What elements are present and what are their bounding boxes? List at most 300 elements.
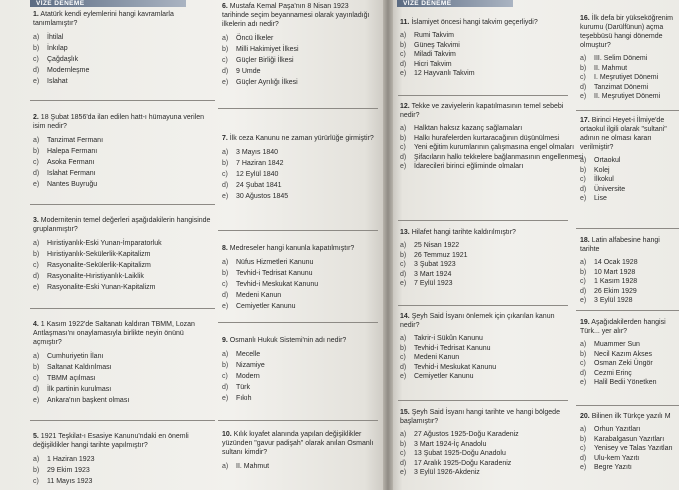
- question-number: 8.: [222, 245, 228, 252]
- option-text: Cumhuriyetin İlanı: [47, 353, 104, 360]
- option-text: 1 Kasım 1928: [594, 278, 638, 285]
- question-12: [400, 102, 584, 172]
- option-letter: b): [222, 46, 229, 53]
- option-text: İlkokul: [594, 176, 614, 183]
- option-text: Cemiyetler Kanunu: [414, 373, 474, 380]
- question-text: Hilafet hangi tarihte kaldırılmıştır?: [411, 229, 516, 236]
- answer-option: [400, 124, 568, 134]
- question-13: [400, 228, 568, 289]
- question-stem: [580, 318, 679, 336]
- rule-divider: [576, 405, 679, 406]
- option-text: Çağdaşlık: [47, 56, 79, 63]
- option-text: I. Meşrutiyet Dönemi: [594, 74, 659, 81]
- option-text: 26 Ekim 1929: [594, 287, 637, 295]
- option-letter: d): [580, 454, 587, 462]
- question-stem: [222, 244, 377, 253]
- rule-divider: [576, 228, 679, 229]
- question-number: 7.: [222, 135, 228, 142]
- answer-options: [400, 334, 568, 382]
- option-text: İhtilal: [47, 34, 64, 41]
- option-text: Hıristiyanlık-Eski Yunan-İmparatorluk: [47, 240, 162, 247]
- question-text: Latin alfabesine hangi tarihte: [580, 237, 660, 253]
- option-text: Halktan haksız kazanç sağlamaları: [414, 125, 523, 132]
- option-letter: a): [222, 259, 229, 266]
- option-text: Halkı hurafelerden kurtaracağının düşünülmesi: [414, 134, 560, 142]
- option-letter: e): [222, 395, 229, 402]
- option-text: Osman Zeki Üngör: [594, 360, 653, 367]
- answer-option: [222, 301, 377, 312]
- option-text: Tevhid-i Tedrisat Kanunu: [414, 344, 491, 352]
- option-text: İdarecileri birinci eğliminde olmaları: [414, 163, 524, 170]
- option-letter: d): [400, 60, 407, 68]
- answer-option: [400, 143, 575, 153]
- question-stem: [580, 412, 679, 421]
- option-letter: e): [222, 193, 229, 200]
- option-letter: e): [400, 280, 407, 287]
- answer-option: [580, 175, 679, 185]
- question-number: 6.: [222, 3, 228, 10]
- option-text: Cezmi Erinç: [594, 369, 632, 377]
- answer-option: [33, 395, 213, 406]
- question-text: İlk ceza Kanunu ne zaman yürürlüğe girmiştir?: [229, 135, 374, 142]
- question-number: 9.: [222, 337, 228, 344]
- answer-option: [400, 270, 568, 280]
- question-text: Birinci Heyet-i İlmiye'de ortaokul ilgili olarak "sultani" adının ne olması kararı verilmiştir?: [580, 117, 667, 151]
- option-letter: e): [580, 464, 587, 471]
- question-number: 10.: [222, 431, 232, 438]
- answer-option: [400, 468, 568, 478]
- answer-option: [580, 166, 679, 176]
- option-letter: e): [580, 93, 587, 100]
- option-text: 24 Şubat 1841: [236, 182, 282, 189]
- answer-option: [222, 180, 377, 191]
- question-number: 4.: [33, 321, 39, 328]
- option-text: Tanzimat Dönemi: [594, 83, 649, 91]
- question-16: [580, 14, 679, 102]
- option-text: Tevhid-i Meskukat Kanunu: [414, 363, 497, 371]
- question-stem: [400, 312, 568, 330]
- answer-option: [400, 251, 568, 261]
- option-letter: a): [400, 242, 407, 249]
- option-letter: c): [222, 171, 228, 178]
- option-text: İnkılap: [47, 45, 68, 52]
- question-stem: [33, 10, 213, 28]
- option-text: Şifacıların halkı tekkelere bağlanmasının engellenmesi: [414, 153, 584, 161]
- answer-options: [222, 349, 377, 404]
- option-letter: b): [580, 268, 587, 276]
- answer-option: [33, 476, 213, 487]
- option-letter: c): [222, 281, 228, 288]
- option-letter: a): [400, 431, 407, 438]
- answer-option: [580, 350, 679, 360]
- question-9: [222, 336, 377, 404]
- option-letter: a): [580, 259, 587, 266]
- question-stem: [222, 336, 377, 345]
- question-20: [580, 412, 679, 473]
- option-text: Hıristiyanlık-Sekülerlik-Kapitalizm: [47, 251, 151, 258]
- answer-option: [222, 268, 377, 279]
- answer-option: [400, 372, 568, 382]
- answer-option: [400, 459, 568, 469]
- option-text: 27 Ağustos 1925-Doğu Karadeniz: [414, 431, 519, 438]
- answer-option: [33, 43, 213, 54]
- option-letter: e): [400, 469, 407, 476]
- answer-option: [580, 425, 679, 435]
- option-text: 11 Mayıs 1923: [47, 478, 93, 485]
- option-letter: b): [222, 270, 229, 277]
- option-text: 3 Mayıs 1840: [236, 149, 279, 156]
- rule-divider: [30, 420, 215, 421]
- question-text: Şeyh Said İsyanı hangi tarihte ve hangi bölgede başlamıştır?: [400, 409, 560, 425]
- question-stem: [33, 113, 213, 131]
- option-letter: b): [400, 344, 407, 352]
- option-text: Karabalgasun Yazıtları: [594, 435, 665, 443]
- option-text: Güçler Birliği İlkesi: [236, 57, 294, 64]
- option-text: Nüfus Hizmetleri Kanunu: [236, 259, 314, 266]
- option-letter: b): [33, 45, 40, 52]
- rule-divider: [30, 204, 215, 205]
- option-text: Begre Yazıtı: [594, 464, 632, 471]
- option-text: Orhun Yazıtları: [594, 426, 641, 433]
- option-letter: a): [222, 351, 229, 358]
- option-letter: d): [580, 369, 587, 377]
- option-letter: c): [400, 51, 406, 58]
- option-letter: a): [400, 335, 407, 342]
- option-text: Rasyonalite-Eski Yunan-Kapitalizm: [47, 284, 156, 291]
- answer-option: [580, 435, 679, 445]
- answer-option: [580, 454, 679, 464]
- answer-option: [222, 371, 377, 382]
- option-letter: b): [33, 251, 40, 258]
- section-header-left: VİZE DENEME: [30, 0, 186, 7]
- option-text: Muammer Sun: [594, 341, 640, 348]
- answer-option: [33, 32, 213, 43]
- question-15: [400, 408, 568, 478]
- option-text: 7 Haziran 1842: [236, 160, 284, 167]
- option-text: Güneş Takvimi: [414, 41, 460, 49]
- answer-option: [400, 41, 568, 51]
- answer-option: [33, 157, 213, 168]
- answer-option: [580, 258, 679, 268]
- answer-option: [33, 76, 213, 87]
- option-letter: b): [400, 251, 407, 259]
- option-text: Lise: [594, 195, 607, 202]
- option-letter: e): [580, 297, 587, 304]
- question-3: [33, 216, 213, 293]
- option-text: 12 Hayvanlı Takvim: [414, 70, 475, 77]
- option-letter: c): [400, 261, 406, 268]
- option-letter: d): [33, 170, 40, 177]
- option-text: Ortaokul: [594, 157, 621, 164]
- option-letter: b): [580, 350, 587, 358]
- option-text: 13 Şubat 1925-Doğu Anadolu: [414, 450, 506, 457]
- option-letter: c): [33, 159, 39, 166]
- question-stem: [400, 102, 568, 120]
- question-stem: [222, 430, 377, 457]
- option-text: 14 Ocak 1928: [594, 259, 638, 266]
- question-stem: [580, 14, 679, 50]
- book-spine: [383, 0, 393, 490]
- option-text: 29 Ekim 1923: [47, 467, 90, 474]
- option-letter: a): [580, 55, 587, 62]
- option-text: 12 Eylül 1840: [236, 171, 279, 178]
- option-text: Rasyonalite-Hıristiyanlık-Laiklik: [47, 273, 144, 280]
- question-number: 15.: [400, 409, 410, 416]
- rule-divider: [398, 220, 568, 221]
- option-text: 7 Eylül 1923: [414, 280, 453, 287]
- question-stem: [33, 216, 213, 234]
- answer-options: [222, 257, 377, 312]
- option-text: Nantes Buyruğu: [47, 181, 98, 188]
- option-letter: e): [580, 195, 587, 202]
- option-text: Modern: [236, 373, 260, 380]
- question-18: [580, 236, 679, 306]
- answer-option: [33, 465, 213, 476]
- option-letter: e): [222, 303, 229, 310]
- option-text: Fıkıh: [236, 395, 252, 402]
- option-text: Hicri Takvim: [414, 60, 452, 68]
- option-letter: a): [33, 240, 40, 247]
- option-letter: c): [580, 74, 586, 81]
- option-letter: e): [400, 70, 407, 77]
- option-letter: d): [33, 386, 40, 393]
- option-letter: d): [580, 83, 587, 91]
- answer-option: [400, 363, 568, 373]
- option-letter: c): [580, 278, 586, 285]
- answer-options: [580, 340, 679, 388]
- answer-option: [580, 463, 679, 473]
- question-text: Medreseler hangi kanunla kapatılmıştır?: [229, 245, 355, 252]
- rule-divider: [576, 110, 679, 111]
- option-letter: a): [222, 35, 229, 42]
- question-10: [222, 430, 377, 472]
- option-letter: d): [400, 363, 407, 371]
- answer-option: [400, 353, 568, 363]
- answer-option: [222, 360, 377, 371]
- question-2: [33, 113, 213, 190]
- question-stem: [400, 228, 568, 237]
- option-text: Rasyonalite-Sekülerlik-Kapitalizm: [47, 262, 151, 269]
- answer-option: [400, 134, 568, 144]
- rule-divider: [398, 305, 568, 306]
- answer-option: [33, 54, 213, 65]
- option-letter: b): [222, 362, 229, 369]
- answer-option: [222, 147, 377, 158]
- answer-options: [400, 430, 568, 478]
- question-1: [33, 10, 213, 87]
- rule-divider: [398, 400, 568, 401]
- question-text: Şeyh Said İsyanı önlemek için çıkarılan kanun nedir?: [400, 313, 555, 329]
- option-text: Yeni eğitim kurumlarının çalışmasına engel olmaları: [414, 144, 575, 151]
- option-letter: e): [400, 163, 407, 170]
- answer-option: [222, 279, 377, 290]
- option-text: Necil Kazım Akses: [594, 350, 652, 358]
- option-letter: a): [33, 34, 40, 41]
- option-letter: b): [33, 364, 40, 371]
- option-text: Cemiyetler Kanunu: [236, 303, 296, 310]
- answer-option: [222, 349, 377, 360]
- option-letter: e): [33, 397, 40, 404]
- answer-option: [33, 362, 213, 373]
- answer-option: [580, 277, 679, 287]
- answer-option: [33, 271, 213, 282]
- option-text: 3 Eylül 1928: [594, 297, 633, 304]
- option-text: Ankara'nın başkent olması: [47, 397, 130, 404]
- question-number: 1.: [33, 11, 39, 18]
- question-text: 1 Kasım 1922'de Saltanatı kaldıran TBMM, Lozan Antlaşması'nı onaylamasıyla birlikte neyin önünü açmıştır?: [33, 321, 195, 346]
- option-letter: a): [580, 341, 587, 348]
- answer-option: [580, 185, 679, 195]
- option-letter: d): [400, 153, 407, 161]
- question-text: Kılık kıyafet alanında yapılan değişiklikler yüzünden "gavur padişah" olarak anılan Osmanlı sultanı kimdir?: [222, 431, 374, 456]
- option-text: Nizamiye: [236, 362, 265, 369]
- option-letter: d): [33, 67, 40, 74]
- answer-option: [580, 83, 679, 93]
- rule-divider: [218, 108, 378, 109]
- answer-option: [222, 44, 377, 55]
- option-text: Islahat: [47, 78, 68, 85]
- question-stem: [33, 320, 213, 347]
- option-text: Milli Hakimiyet İlkesi: [236, 46, 299, 53]
- option-text: TBMM açılması: [47, 375, 96, 382]
- question-number: 16.: [580, 15, 590, 22]
- question-6: [222, 2, 377, 88]
- question-text: Modernitenin temel değerleri aşağıdakilerin hangisinde gruplanmıştır?: [33, 217, 211, 233]
- option-text: 9 Umde: [236, 68, 261, 75]
- option-letter: d): [400, 270, 407, 278]
- rule-divider: [576, 310, 679, 311]
- question-number: 17.: [580, 117, 590, 124]
- answer-option: [400, 31, 568, 41]
- option-text: Islahat Fermanı: [47, 170, 96, 177]
- rule-divider: [30, 308, 215, 309]
- option-letter: e): [222, 79, 229, 86]
- answer-option: [400, 344, 568, 354]
- option-letter: a): [33, 137, 40, 144]
- answer-option: [580, 378, 679, 388]
- answer-option: [33, 454, 213, 465]
- answer-option: [222, 33, 377, 44]
- option-letter: b): [33, 148, 40, 155]
- answer-options: [580, 54, 679, 102]
- question-17: [580, 116, 679, 204]
- option-letter: b): [400, 134, 407, 142]
- answer-options: [400, 241, 568, 289]
- answer-option: [580, 444, 679, 454]
- answer-option: [400, 60, 568, 70]
- question-stem: [580, 236, 679, 254]
- answer-option: [222, 290, 377, 301]
- answer-option: [400, 50, 568, 60]
- option-letter: c): [580, 445, 586, 452]
- answer-option: [400, 153, 584, 163]
- option-text: Halepa Fermanı: [47, 148, 98, 155]
- option-text: 30 Ağustos 1845: [236, 193, 289, 200]
- answer-option: [222, 382, 377, 393]
- option-text: Üniversite: [594, 185, 626, 193]
- option-text: Medeni Kanun: [236, 292, 282, 299]
- option-letter: e): [33, 181, 40, 188]
- option-letter: b): [400, 41, 407, 49]
- answer-option: [580, 359, 679, 369]
- option-letter: e): [580, 379, 587, 386]
- option-text: 3 Şubat 1923: [414, 261, 456, 268]
- option-text: Halil Bedii Yönetken: [594, 379, 657, 386]
- question-number: 14.: [400, 313, 410, 320]
- section-header-right: VİZE DENEME: [397, 0, 513, 7]
- rule-divider: [398, 95, 568, 96]
- question-stem: [400, 408, 568, 426]
- option-letter: e): [33, 284, 40, 291]
- answer-options: [33, 238, 213, 293]
- option-letter: e): [400, 373, 407, 380]
- option-text: Güçler Ayrılığı İlkesi: [236, 79, 298, 86]
- rule-divider: [218, 230, 378, 231]
- option-letter: d): [222, 68, 229, 75]
- option-text: Türk: [236, 384, 250, 391]
- option-text: II. Meşrutiyet Dönemi: [594, 93, 661, 100]
- option-letter: d): [222, 182, 229, 189]
- question-number: 20.: [580, 413, 590, 420]
- option-letter: d): [580, 185, 587, 193]
- option-text: 25 Nisan 1922: [414, 242, 460, 249]
- option-text: 17 Aralık 1925-Doğu Karadeniz: [414, 459, 512, 467]
- option-letter: b): [580, 64, 587, 72]
- answer-option: [400, 69, 568, 79]
- answer-option: [33, 238, 213, 249]
- question-stem: [33, 432, 213, 450]
- rule-divider: [30, 100, 215, 101]
- option-letter: c): [400, 354, 406, 361]
- answer-option: [580, 340, 679, 350]
- answer-option: [400, 334, 568, 344]
- option-letter: a): [222, 463, 229, 470]
- question-11: [400, 18, 568, 79]
- answer-option: [222, 169, 377, 180]
- question-number: 12.: [400, 103, 410, 110]
- answer-option: [33, 282, 213, 293]
- answer-option: [33, 65, 213, 76]
- question-stem: [222, 134, 377, 143]
- question-number: 18.: [580, 237, 590, 244]
- answer-option: [222, 461, 377, 472]
- answer-options: [580, 258, 679, 306]
- question-text: İslamiyet öncesi hangi takvim geçerliydi?: [411, 19, 538, 26]
- option-text: 1 Haziran 1923: [47, 456, 95, 463]
- answer-options: [222, 461, 377, 472]
- option-letter: a): [580, 426, 587, 433]
- question-number: 3.: [33, 217, 39, 224]
- answer-option: [33, 384, 213, 395]
- question-number: 5.: [33, 433, 39, 440]
- option-text: Yenisey ve Talas Yazıtları: [594, 445, 673, 452]
- question-number: 11.: [400, 19, 410, 26]
- option-letter: b): [580, 435, 587, 443]
- answer-options: [222, 33, 377, 88]
- answer-option: [400, 162, 568, 172]
- option-letter: d): [33, 273, 40, 280]
- answer-option: [222, 158, 377, 169]
- question-5: [33, 432, 213, 487]
- option-text: III. Selim Dönemi: [594, 55, 648, 62]
- option-letter: c): [33, 56, 39, 63]
- answer-option: [580, 64, 679, 74]
- question-text: Tekke ve zaviyelerin kapatılmasının temel sebebi nedir?: [400, 103, 564, 119]
- option-text: II. Mahmut: [594, 64, 628, 72]
- answer-option: [33, 146, 213, 157]
- option-text: Rumi Takvim: [414, 32, 454, 39]
- answer-options: [400, 124, 584, 172]
